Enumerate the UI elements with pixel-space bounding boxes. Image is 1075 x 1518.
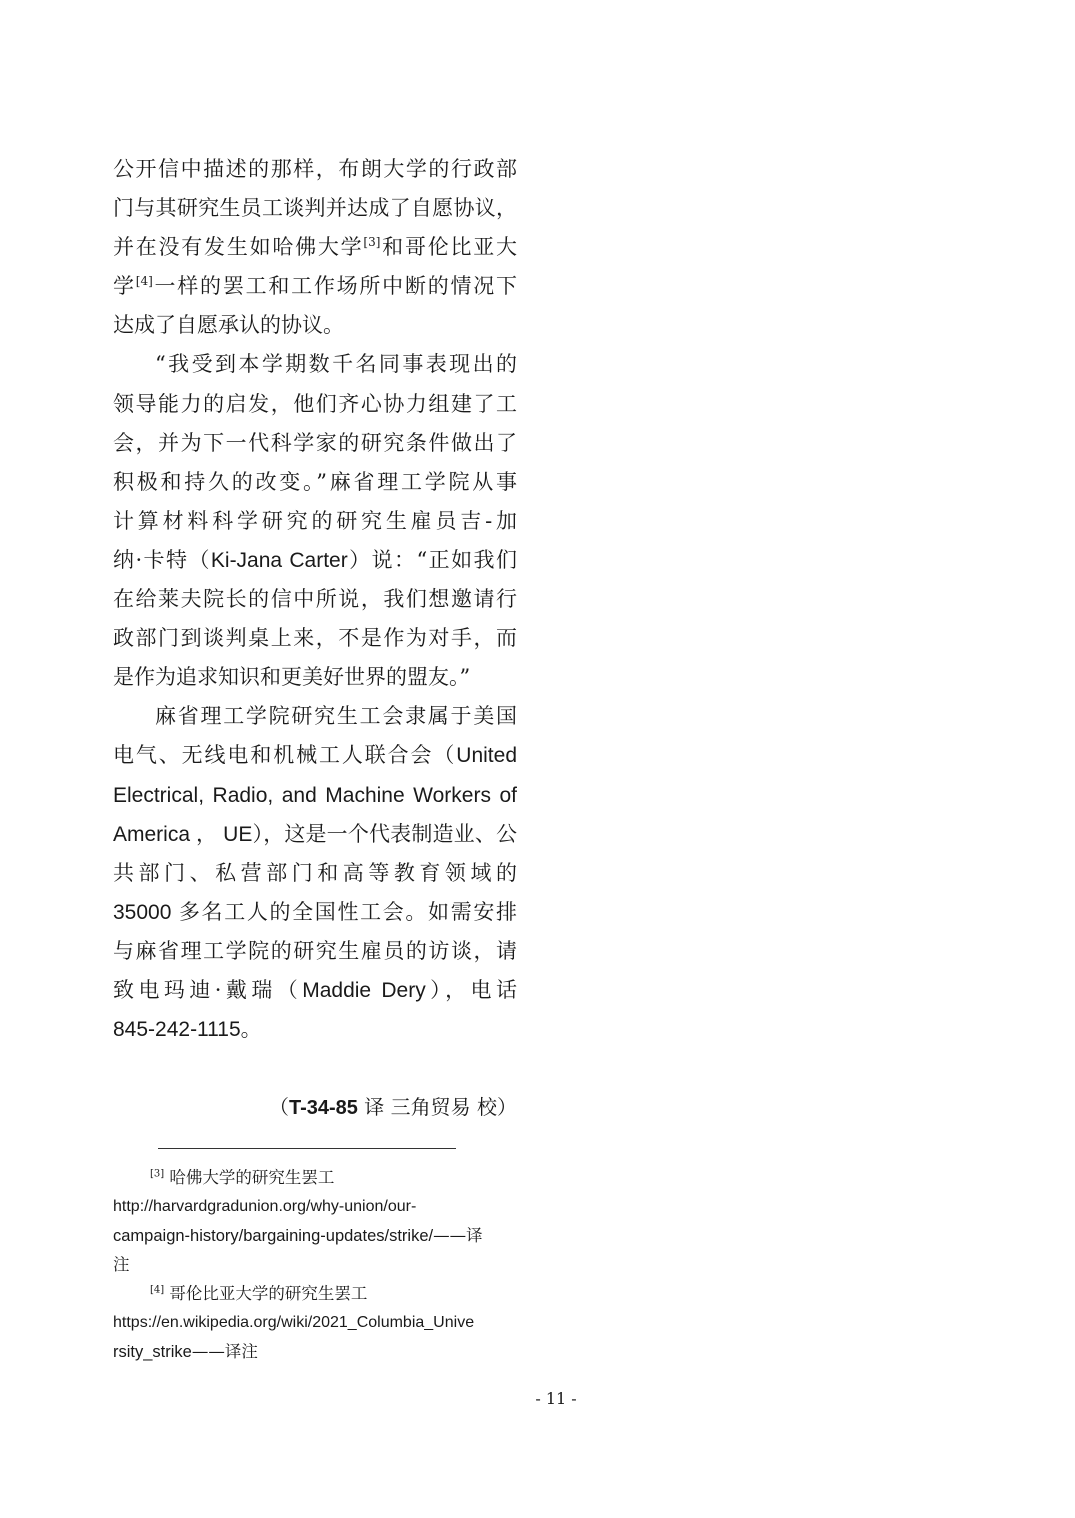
text-run: 。 [240,1017,262,1042]
text-run: United [456,744,517,768]
footnote-separator [158,1148,456,1149]
footnote-3-end [113,1250,517,1279]
text-run: 共部门、私营部门和高等教育领域的 [113,860,517,885]
body-line [113,658,517,697]
body-line [113,893,517,932]
phone-number: 845-242-1115 [113,1018,241,1042]
body-line [113,502,517,541]
footnote-4-url-cont [113,1337,517,1366]
body-line [113,306,517,345]
body-line [113,854,517,893]
text-run: 一样的罢工和工作场所中断的情况下 [152,274,517,299]
body-line [113,267,517,306]
footnote-link[interactable]: https://en.wikipedia.org/wiki/2021_Columbia_Unive [113,1314,475,1331]
footnote-link[interactable]: campaign-history/bargaining-updates/strike/ [113,1227,434,1245]
body-line [113,1010,517,1049]
text-run: 计算材料科学研究的研究生雇员吉-加 [113,508,517,533]
footnote-text: ——译注 [191,1342,258,1361]
body-line [113,580,517,619]
footnote-3-title [113,1163,517,1192]
text-run: 与麻省理工学院的研究生雇员的访谈，请 [113,938,517,963]
footnote-text: 注 [113,1255,130,1274]
text-run: ）说：“正如我们 [347,547,517,572]
text-run: 公开信中描述的那样，布朗大学的行政部 [113,157,517,181]
text-run: 会，并为下一代科学家的研究条件做出了 [113,430,517,455]
text-run: Ki-Jana Carter [210,548,348,572]
body-line [113,815,517,854]
body-line [113,541,517,580]
footnote-text: ——译 [433,1226,483,1245]
footnotes [113,1163,517,1366]
body-line [113,424,517,463]
body-line [113,150,517,189]
text-run: ），这是一个代表制造业、公 [252,821,518,846]
text-run: 政部门到谈判桌上来，不是作为对手，而 [113,626,517,651]
footnote-text: 哈佛大学的研究生罢工 [164,1168,335,1187]
footnote-text: 哥伦比亚大学的研究生罢工 [164,1284,368,1303]
text-run: America ， UE [113,822,253,846]
footnote-ref-3[interactable]: [3] [363,235,381,250]
page-number: - 11 - [535,1389,577,1408]
body-line [113,697,517,736]
text-run: 35000 [113,900,179,924]
text-run: Maddie Dery [302,978,426,1002]
text-run: 领导能力的启发，他们齐心协力组建了工 [113,391,517,416]
body-line [113,776,517,815]
translator-code: T-34-85 [288,1097,358,1119]
text-run: “我受到本学期数千名同事表现出的 [155,352,517,377]
text-run: ），电话 [425,977,517,1002]
footnote-ref-4[interactable]: [4] [135,274,153,289]
footnote-4-url[interactable] [113,1308,517,1337]
body-line [113,971,517,1010]
footnote-link[interactable]: rsity_strike [113,1343,192,1361]
text-run: 并在没有发生如哈佛大学 [113,235,364,260]
body-line [113,189,517,228]
body-line [113,463,517,502]
text-run: 学 [113,274,136,299]
footnote-4-title [113,1279,517,1308]
footnote-link[interactable]: http://harvardgradunion.org/why-union/our- [113,1198,417,1215]
text-run: 多名工人的全国性工会。如需安排 [178,899,518,924]
footnote-3-url[interactable] [113,1192,517,1221]
text-run: 门与其研究生员工谈判并达成了自愿协议， [113,196,517,221]
body-line [113,736,517,775]
body-line [113,619,517,658]
text-run: 积极和持久的改变。”麻省理工学院从事 [113,469,517,494]
credit-text: 译 三角贸易 校） [357,1095,517,1119]
footnote-marker: [4] [150,1284,165,1296]
text-run: 电气、无线电和机械工人联合会（ [113,743,457,768]
body-line [113,385,517,424]
body-line [113,345,517,384]
footnote-3-url-cont [113,1221,517,1250]
text-run: 致电玛迪·戴瑞（ [113,977,303,1002]
body-line [113,228,517,267]
text-run: 纳·卡特（ [113,547,211,572]
credit-open: （ [268,1095,289,1119]
footnote-marker: [3] [150,1168,165,1180]
text-run: Electrical, Radio, and Machine Workers of [113,783,517,807]
text-run: 在给莱夫院长的信中所说，我们想邀请行 [113,587,517,612]
body-line [113,932,517,971]
translation-credit [113,1090,517,1125]
text-run: 是作为追求知识和更美好世界的盟友。” [113,665,471,690]
text-run: 达成了自愿承认的协议。 [113,313,344,338]
text-run: 麻省理工学院研究生工会隶属于美国 [155,704,517,729]
text-run: 和哥伦比亚大 [380,235,518,260]
article-body [113,150,517,1049]
